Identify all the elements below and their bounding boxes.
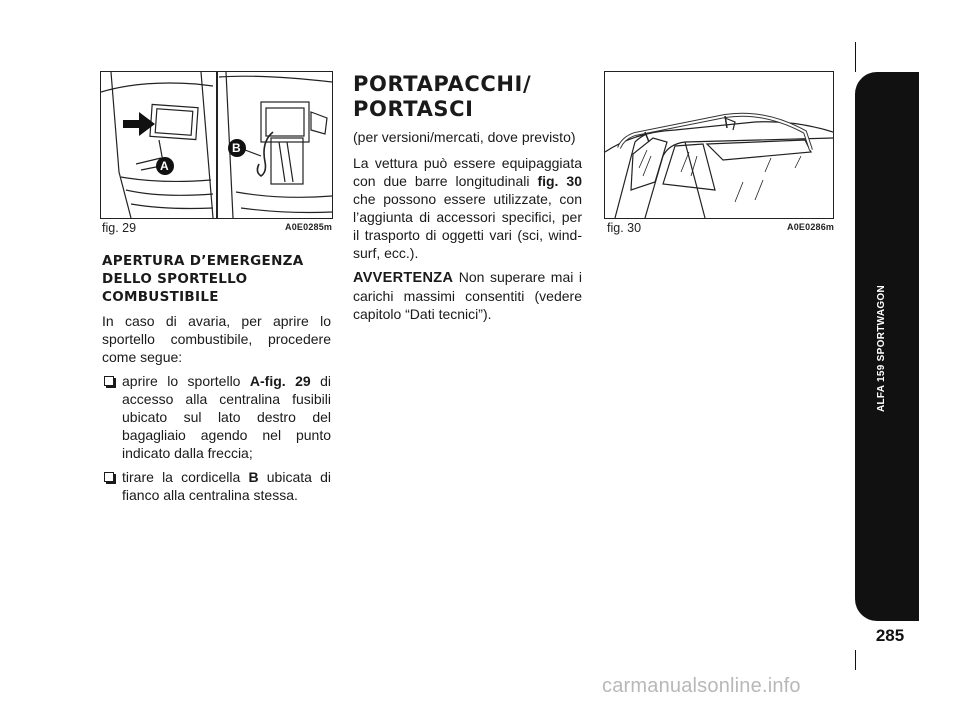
checkbox-bullet-icon bbox=[104, 376, 114, 386]
figure-29-label-b: B bbox=[232, 141, 241, 155]
figure-29-drawing bbox=[101, 72, 332, 218]
figure-30-code: A0E0286m bbox=[787, 222, 835, 232]
middle-column bbox=[353, 72, 582, 329]
sidebar-rule-top bbox=[855, 42, 856, 72]
title-line-1: PORTAPACCHI/ bbox=[353, 72, 532, 96]
part-reference: B bbox=[248, 469, 259, 485]
figure-reference: A-fig. 29 bbox=[249, 373, 311, 389]
figure-30-caption: fig. 30 bbox=[607, 221, 642, 235]
warning-label: AVVERTENZA bbox=[353, 270, 454, 286]
checkbox-bullet-icon bbox=[104, 472, 114, 482]
page-number: 285 bbox=[875, 626, 905, 645]
figure-29-image bbox=[100, 71, 333, 219]
figure-29-caption: fig. 29 bbox=[102, 221, 137, 235]
body-paragraph: La vettura può essere equipaggiata con due barre longitudinali fig. 30 che possono essere utilizzate, con l’aggiunta di accessori specifici, per il trasporto di oggetti vari (sci, wind-surf, ecc.). bbox=[353, 155, 582, 261]
heading-line-3: COMBUSTIBILE bbox=[102, 289, 219, 305]
watermark-text: carmanualsonline.info bbox=[602, 675, 801, 697]
section-subtitle: (per versioni/mercati, dove previsto) bbox=[353, 129, 576, 145]
warning-paragraph: AVVERTENZA Non superare mai i carichi massimi consentiti (vedere capitolo “Dati tecnici”). bbox=[353, 269, 582, 322]
heading-line-1: APERTURA D’EMERGENZA bbox=[102, 253, 304, 269]
figure-29-code: A0E0285m bbox=[285, 222, 333, 232]
bullet-item-1: aprire lo sportello A-fig. 29 di accesso alla centralina fusibili ubicato sul lato destro del bagagliaio agendo nel punto indicato dalla freccia; bbox=[102, 372, 331, 462]
bullet-item-2: tirare la cordicella B ubicata di fianco alla centralina stessa. bbox=[102, 468, 331, 504]
intro-paragraph: In caso di avaria, per aprire lo sportello combustibile, procedere come segue: bbox=[102, 313, 331, 365]
chapter-sidebar bbox=[855, 72, 919, 621]
sidebar-rule-bottom bbox=[855, 650, 856, 670]
left-column bbox=[102, 252, 331, 510]
figure-29-label-a: A bbox=[160, 159, 169, 173]
figure-30-drawing bbox=[605, 72, 833, 218]
figure-reference: fig. 30 bbox=[537, 173, 582, 189]
section-heading-emergency bbox=[102, 252, 331, 306]
heading-line-2: DELLO SPORTELLO bbox=[102, 271, 248, 287]
section-title-roof-rack bbox=[353, 72, 582, 122]
sidebar-title: ALFA 159 SPORTWAGON bbox=[876, 284, 887, 412]
figure-30-image bbox=[604, 71, 834, 219]
title-line-2: PORTASCI bbox=[353, 97, 474, 121]
